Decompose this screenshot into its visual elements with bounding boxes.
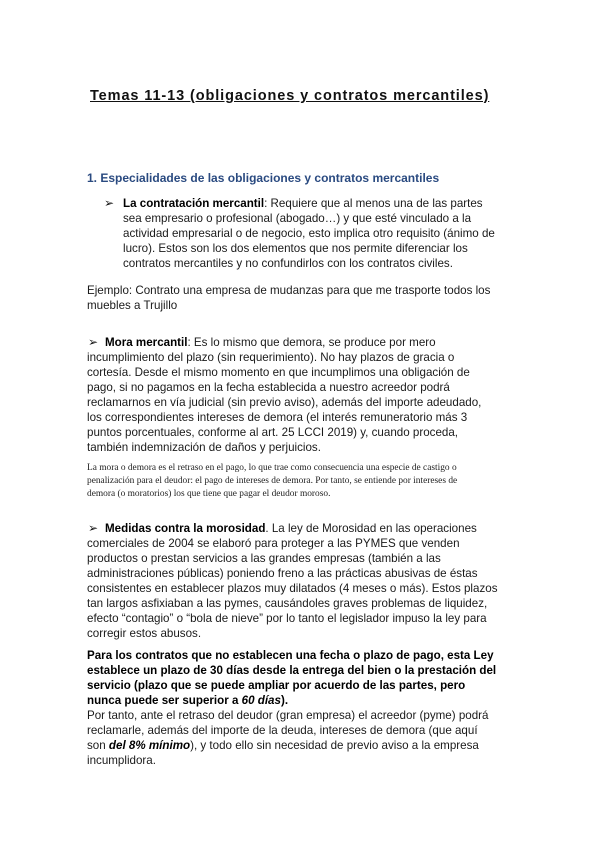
plazo-paragraph: Para los contratos que no establecen una fecha o plazo de pago, esta Ley establece un plazo de 30 días desde la entrega del bien o la prestación del servicio (plazo que se puede ampliar por acuerdo de las partes, pero nunca puede ser superior a 60 días). Por tanto, ante el retraso del deudor (gran empresa) el acreedor (pyme) podrá reclamarle, además del importe de la deuda, intereses de demora (que aquí son del 8% mínimo), y todo ello sin necesidad de previo aviso a la empresa incumplidora. [87,649,497,767]
section-heading: 1. Especialidades de las obligaciones y contratos mercantiles [87,171,440,185]
mora-term: Mora mercantil [105,336,188,349]
contratacion-paragraph: La contratación mercantil: Requiere que al menos una de las partes sea empresario o profesional (abogado…) y que esté vinculado a la actividad empresarial o de negocio, esto implica otro requisito (ánimo de lucro). Estos son los dos elementos que nos permite diferenciar los contratos mercantiles y no confundirlos con los contratos civiles. [123,197,495,270]
bullet-arrow-icon: ➢ [88,335,99,349]
sixty-days-emphasis: 60 días [241,694,281,707]
ejemplo-paragraph: Ejemplo: Contrato una empresa de mudanzas para que me trasporte todos los muebles a Trujillo [87,284,491,312]
bullet-arrow-icon: ➢ [104,196,115,210]
eight-percent-emphasis: del 8% mínimo [108,739,191,752]
document-title: Temas 11-13 (obligaciones y contratos mercantiles) [90,88,490,104]
bullet-arrow-icon: ➢ [88,521,99,535]
contratacion-term: La contratación mercantil [123,197,265,210]
mora-paragraph: Mora mercantil: Es lo mismo que demora, se produce por mero incumplimiento del plazo (sin requerimiento). No hay plazos de gracia o cortesía. Desde el mismo momento en que incumplimos una obligación de pago, si no pagamos en la fecha establecida a nuestro acreedor podrá reclamarnos en vía judicial (sin previo aviso), además del importe adeudado, los correspondientes intereses de demora (el interés remuneratorio más 3 puntos porcentuales, conforme al art. 25 LCCI 2019) y, cuando proceda, también indemnización de daños y perjuicios. [87,336,482,454]
medidas-paragraph: Medidas contra la morosidad. La ley de Morosidad en las operaciones comerciales de 2004 se elaboró para proteger a las PYMES que venden productos o prestan servicios a las grandes empresas (también a las administraciones públicas) poniendo freno a las prácticas abusivas de éstas consistentes en establecer plazos muy dilatados (4 meses o más). Estos plazos tan largos asfixiaban a las pymes, causándoles graves problemas de liquidez, efecto “contagio” o “bola de nieve” por lo tanto el legislador impuso la ley para corregir estos abusos. [87,522,498,640]
medidas-term: Medidas contra la morosidad [105,522,266,535]
mora-note: La mora o demora es el retraso en el pago, lo que trae como consecuencia una especie de castigo o penalización para el deudor: el pago de intereses de demora. Por tanto, se entiende por intereses de demora (o moratorios) los que tiene que pagar el deudor moroso. [87,463,458,499]
